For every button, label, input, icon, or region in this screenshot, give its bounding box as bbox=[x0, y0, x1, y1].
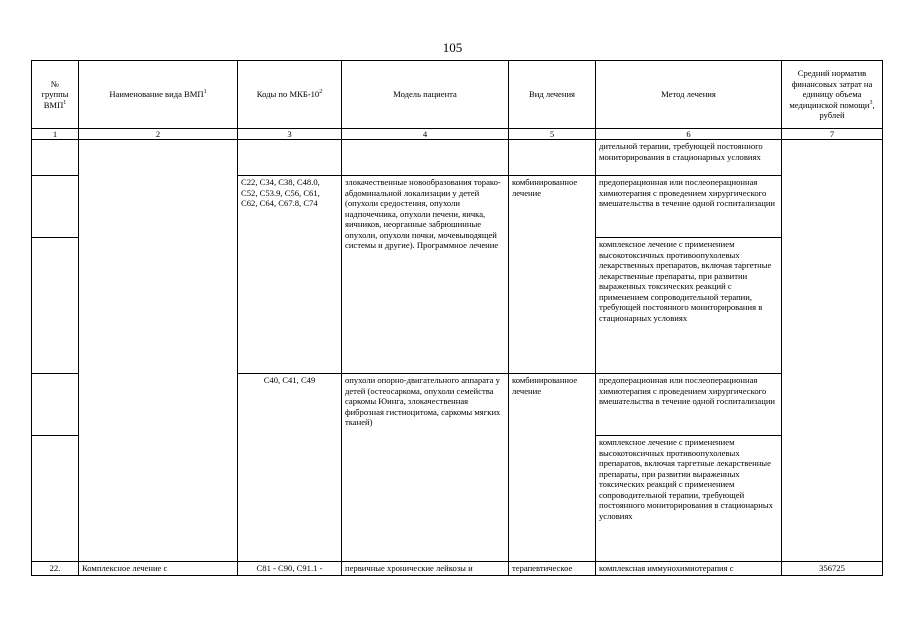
treatment-type-cell: комбинированное лечение bbox=[509, 374, 596, 562]
group-number-cell bbox=[32, 140, 79, 176]
group-number-cell: 22. bbox=[32, 562, 79, 575]
icd-codes-cell: C81 - C90, C91.1 - bbox=[238, 562, 342, 575]
group-number-cell bbox=[32, 238, 79, 374]
icd-codes-cell bbox=[238, 140, 342, 176]
column-number-row bbox=[32, 129, 883, 140]
group-number-cell bbox=[32, 176, 79, 238]
patient-model-cell: злокачественные новообразования торако-абдоминальной локализации у детей (опухоли средостения, опухоли надпочечника, опухоли печени, яичка, яичников, неорганные забрюшинные опухоли, опухоли почки, мочевыводящей системы и другие). Программное лечение bbox=[342, 176, 509, 374]
vmp-name-cell: Комплексное лечение с bbox=[79, 562, 238, 575]
header-treatment-type: Вид лечения bbox=[509, 61, 596, 129]
treatment-method-cell: комплексная иммунохимиотерапия с bbox=[596, 562, 782, 575]
patient-model-cell: опухоли опорно-двигательного аппарата у детей (остеосаркома, опухоли семейства саркомы Юинга, злокачественная фиброзная гистиоцитома, саркомы мягких тканей) bbox=[342, 374, 509, 562]
header-row bbox=[32, 61, 883, 129]
average-cost-cell: 356725 bbox=[782, 562, 883, 575]
treatment-method-cell: комплексное лечение с применением высокотоксичных противоопухолевых препаратов, включая таргетные лекарственные препараты, при развитии выраженных токсических реакций с применением сопроводительной терапии, требующей постоянного мониторирования в стационарных условиях bbox=[596, 436, 782, 562]
column-number: 1 bbox=[32, 129, 79, 140]
treatment-type-cell: комбинированное лечение bbox=[509, 176, 596, 374]
column-number: 7 bbox=[782, 129, 883, 140]
header-group-number: № группы ВМП$^1$ bbox=[32, 61, 79, 129]
patient-model-cell bbox=[342, 140, 509, 176]
page-number: 105 bbox=[442, 40, 463, 55]
average-cost-cell bbox=[782, 140, 883, 562]
vmp-name-cell bbox=[79, 140, 238, 562]
column-number: 4 bbox=[342, 129, 509, 140]
column-number: 6 bbox=[596, 129, 782, 140]
treatment-type-cell bbox=[509, 140, 596, 176]
treatment-method-cell: предоперационная или послеоперационная химиотерапия с проведением хирургического вмешательства в течение одной госпитализации bbox=[596, 374, 782, 436]
treatment-method-cell: комплексное лечение с применением высокотоксичных противоопухолевых лекарственных препаратов, включая таргетные лекарственные препараты, при развитии выраженных токсических реакций с применением сопроводительной терапии, требующей постоянного мониторирования в стационарных условиях bbox=[596, 238, 782, 374]
column-number: 2 bbox=[79, 129, 238, 140]
header-treatment-method: Метод лечения bbox=[596, 61, 782, 129]
treatment-method-cell: дительной терапии, требующей постоянного мониторирования в стационарных условиях bbox=[596, 140, 782, 176]
header-average-cost: Средний норматив финансовых затрат на единицу объема медицинской помощи$^3$, рублей bbox=[782, 61, 883, 129]
group-number-cell bbox=[32, 374, 79, 436]
treatment-type-cell: терапевтическое bbox=[509, 562, 596, 575]
table-row bbox=[32, 140, 883, 176]
header-vmp-name: Наименование вида ВМП$^1$ bbox=[79, 61, 238, 129]
header-icd-codes: Коды по МКБ-$10^2$ bbox=[238, 61, 342, 129]
icd-codes-cell: C22, C34, C38, C48.0, C52, C53.9, C56, C61, C62, C64, C67.8, C74 bbox=[238, 176, 342, 374]
header-patient-model: Модель пациента bbox=[342, 61, 509, 129]
treatment-method-cell: предоперационная или послеоперационная химиотерапия с проведением хирургического вмешательства в течение одной госпитализации bbox=[596, 176, 782, 238]
column-number: 3 bbox=[238, 129, 342, 140]
patient-model-cell: первичные хронические лейкозы и bbox=[342, 562, 509, 575]
vmp-table bbox=[31, 60, 883, 576]
column-number: 5 bbox=[509, 129, 596, 140]
icd-codes-cell: C40, C41, C49 bbox=[238, 374, 342, 562]
group-number-cell bbox=[32, 436, 79, 562]
table-row bbox=[32, 562, 883, 575]
